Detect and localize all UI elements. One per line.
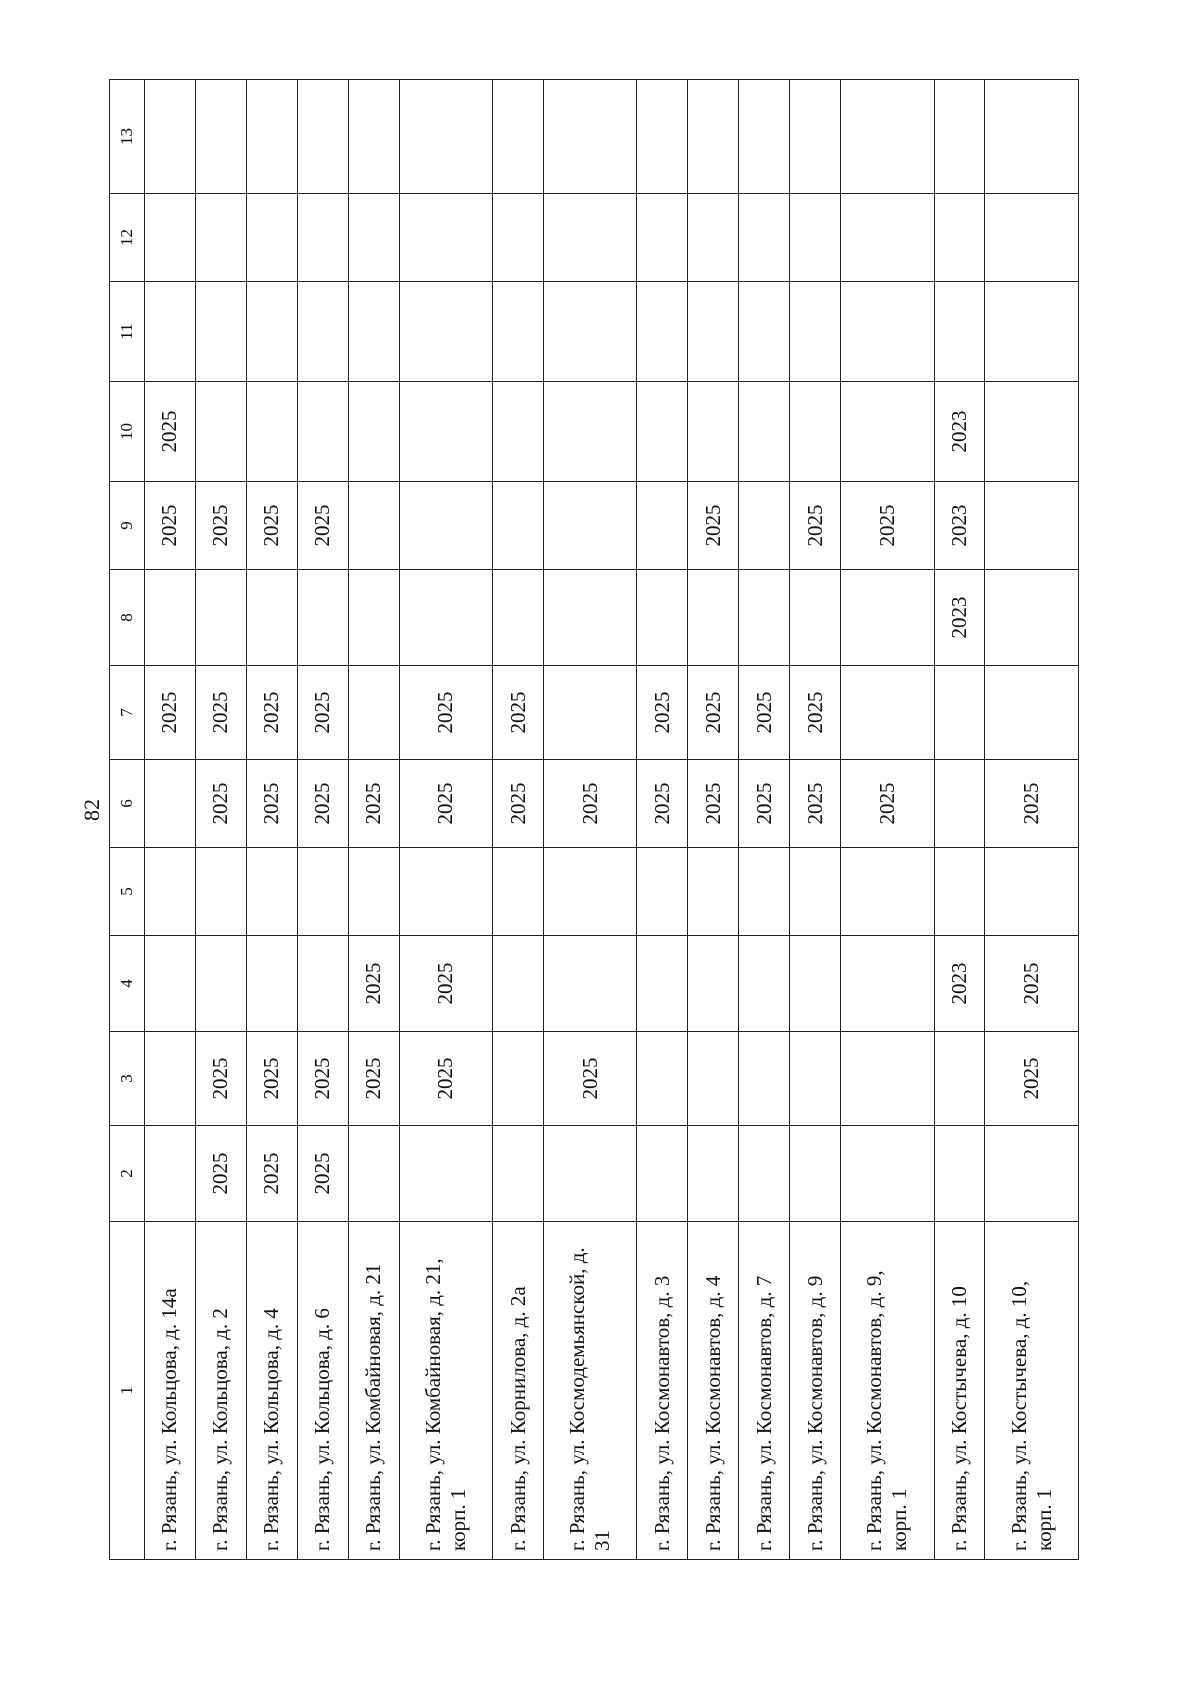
address-cell: г. Рязань, ул. Космонавтов, д. 9 [790,1222,841,1560]
address-cell: г. Рязань, ул. Кольцова, д. 4 [246,1222,297,1560]
year-cell-col-13 [637,80,688,194]
address-cell: г. Рязань, ул. Космонавтов, д. 4 [688,1222,739,1560]
year-cell-col-3 [145,1032,196,1126]
year-cell-col-12 [688,194,739,282]
year-cell-col-10 [246,382,297,482]
year-cell-col-9: 2025 [246,482,297,570]
year-cell-col-3 [493,1032,544,1126]
address-cell: г. Рязань, ул. Корнилова, д. 2а [493,1222,544,1560]
year-cell-col-6: 2025 [637,760,688,848]
year-cell-col-9 [985,482,1079,570]
table-row [246,80,297,1560]
year-cell-col-11 [246,282,297,382]
year-cell-col-8 [145,570,196,666]
year-cell-col-5 [195,848,246,936]
year-cell-col-6: 2025 [739,760,790,848]
year-cell-col-6 [145,760,196,848]
table-row [637,80,688,1560]
column-header-9: 9 [110,482,145,570]
year-cell-col-8 [348,570,399,666]
year-cell-col-2 [145,1126,196,1222]
page-number: 82 [79,799,104,821]
year-cell-col-8 [195,570,246,666]
year-cell-col-13 [544,80,637,194]
year-cell-col-5 [841,848,934,936]
year-cell-col-11 [297,282,348,382]
table-row [195,80,246,1560]
year-cell-col-9: 2023 [934,482,985,570]
year-cell-col-2: 2025 [297,1126,348,1222]
year-cell-col-3 [688,1032,739,1126]
year-cell-col-6: 2025 [841,760,934,848]
year-cell-col-12 [246,194,297,282]
year-cell-col-10 [688,382,739,482]
year-cell-col-10 [739,382,790,482]
year-cell-col-9 [637,482,688,570]
address-cell: г. Рязань, ул. Космонавтов, д. 7 [739,1222,790,1560]
address-cell: г. Рязань, ул. Комбайновая, д. 21, корп. 1 [399,1222,492,1560]
year-cell-col-7 [985,666,1079,760]
year-cell-col-12 [790,194,841,282]
column-header-13: 13 [110,80,145,194]
year-cell-col-9 [399,482,492,570]
year-cell-col-11 [637,282,688,382]
year-cell-col-2 [493,1126,544,1222]
year-cell-col-6: 2025 [985,760,1079,848]
year-cell-col-2 [985,1126,1079,1222]
year-cell-col-6: 2025 [195,760,246,848]
table-wrapper [109,80,1079,1560]
year-cell-col-7 [934,666,985,760]
year-cell-col-12 [544,194,637,282]
year-cell-col-3: 2025 [544,1032,637,1126]
year-cell-col-4 [297,936,348,1032]
year-cell-col-3: 2025 [348,1032,399,1126]
year-cell-col-11 [348,282,399,382]
year-cell-col-5 [688,848,739,936]
year-cell-col-5 [399,848,492,936]
year-cell-col-3: 2025 [399,1032,492,1126]
year-cell-col-8 [688,570,739,666]
address-cell: г. Рязань, ул. Космонавтов, д. 3 [637,1222,688,1560]
year-cell-col-5 [544,848,637,936]
year-cell-col-8 [544,570,637,666]
year-cell-col-4 [637,936,688,1032]
column-header-4: 4 [110,936,145,1032]
year-cell-col-2 [637,1126,688,1222]
column-header-6: 6 [110,760,145,848]
year-cell-col-12 [493,194,544,282]
year-cell-col-8 [399,570,492,666]
year-cell-col-4: 2023 [934,936,985,1032]
year-cell-col-12 [145,194,196,282]
address-cell: г. Рязань, ул. Кольцова, д. 14а [145,1222,196,1560]
year-cell-col-6: 2025 [493,760,544,848]
year-cell-col-10 [195,382,246,482]
year-cell-col-9 [493,482,544,570]
year-cell-col-3 [841,1032,934,1126]
year-cell-col-3: 2025 [297,1032,348,1126]
year-cell-col-7: 2025 [145,666,196,760]
year-cell-col-11 [790,282,841,382]
year-cell-col-2: 2025 [246,1126,297,1222]
year-cell-col-7: 2025 [790,666,841,760]
year-cell-col-7: 2025 [246,666,297,760]
year-cell-col-13 [688,80,739,194]
year-cell-col-8 [841,570,934,666]
year-cell-col-2 [841,1126,934,1222]
year-cell-col-13 [739,80,790,194]
column-header-10: 10 [110,382,145,482]
year-cell-col-12 [348,194,399,282]
year-cell-col-2 [688,1126,739,1222]
year-cell-col-7: 2025 [688,666,739,760]
year-cell-col-4 [688,936,739,1032]
column-header-7: 7 [110,666,145,760]
table-row [544,80,637,1560]
year-cell-col-4 [544,936,637,1032]
year-cell-col-8: 2023 [934,570,985,666]
year-cell-col-10 [399,382,492,482]
year-cell-col-7 [841,666,934,760]
year-cell-col-11 [985,282,1079,382]
table-row [739,80,790,1560]
table-row [790,80,841,1560]
year-cell-col-5 [348,848,399,936]
year-cell-col-11 [493,282,544,382]
year-cell-col-8 [637,570,688,666]
year-cell-col-13 [195,80,246,194]
year-cell-col-2 [739,1126,790,1222]
table-row [348,80,399,1560]
column-header-1: 1 [110,1222,145,1560]
year-cell-col-11 [688,282,739,382]
year-cell-col-7: 2025 [195,666,246,760]
year-cell-col-12 [399,194,492,282]
year-cell-col-13 [348,80,399,194]
year-cell-col-11 [739,282,790,382]
year-cell-col-10: 2023 [934,382,985,482]
table-row [688,80,739,1560]
year-cell-col-10 [790,382,841,482]
year-cell-col-3 [637,1032,688,1126]
table-row [493,80,544,1560]
address-cell: г. Рязань, ул. Костычева, д. 10, корп. 1 [985,1222,1079,1560]
year-cell-col-8 [790,570,841,666]
table-row [297,80,348,1560]
year-cell-col-10 [841,382,934,482]
year-cell-col-13 [246,80,297,194]
year-cell-col-9: 2025 [841,482,934,570]
year-cell-col-8 [739,570,790,666]
year-cell-col-10: 2025 [145,382,196,482]
year-cell-col-12 [934,194,985,282]
year-cell-col-6 [934,760,985,848]
table-row [841,80,934,1560]
year-cell-col-6: 2025 [246,760,297,848]
year-cell-col-4 [246,936,297,1032]
table-body [145,80,1079,1560]
year-cell-col-5 [739,848,790,936]
table-row [934,80,985,1560]
address-cell: г. Рязань, ул. Комбайновая, д. 21 [348,1222,399,1560]
year-cell-col-13 [985,80,1079,194]
year-cell-col-6: 2025 [399,760,492,848]
table-row [985,80,1079,1560]
year-cell-col-9: 2025 [688,482,739,570]
address-cell: г. Рязань, ул. Кольцова, д. 2 [195,1222,246,1560]
year-cell-col-7: 2025 [399,666,492,760]
year-cell-col-4: 2025 [399,936,492,1032]
year-cell-col-11 [934,282,985,382]
address-cell: г. Рязань, ул. Космодемьянской, д. 31 [544,1222,637,1560]
address-cell: г. Рязань, ул. Кольцова, д. 6 [297,1222,348,1560]
year-cell-col-10 [297,382,348,482]
year-cell-col-2 [544,1126,637,1222]
year-cell-col-5 [493,848,544,936]
year-cell-col-2 [399,1126,492,1222]
year-cell-col-12 [985,194,1079,282]
year-cell-col-9 [544,482,637,570]
year-cell-col-3 [739,1032,790,1126]
year-cell-col-4 [493,936,544,1032]
column-header-3: 3 [110,1032,145,1126]
year-cell-col-12 [637,194,688,282]
year-cell-col-3: 2025 [246,1032,297,1126]
year-cell-col-9: 2025 [297,482,348,570]
year-cell-col-4 [739,936,790,1032]
year-cell-col-7: 2025 [739,666,790,760]
year-cell-col-5 [790,848,841,936]
year-cell-col-11 [195,282,246,382]
year-cell-col-11 [399,282,492,382]
year-cell-col-7: 2025 [493,666,544,760]
year-cell-col-8 [493,570,544,666]
year-cell-col-2: 2025 [195,1126,246,1222]
address-cell: г. Рязань, ул. Костычева, д. 10 [934,1222,985,1560]
year-cell-col-12 [739,194,790,282]
document-body [109,80,1084,1567]
year-cell-col-8 [985,570,1079,666]
year-cell-col-3 [790,1032,841,1126]
year-cell-col-12 [195,194,246,282]
year-cell-col-5 [985,848,1079,936]
year-cell-col-5 [934,848,985,936]
year-cell-col-2 [934,1126,985,1222]
year-cell-col-9 [739,482,790,570]
year-cell-col-7: 2025 [297,666,348,760]
year-cell-col-10 [348,382,399,482]
year-cell-col-13 [145,80,196,194]
year-cell-col-6: 2025 [790,760,841,848]
year-cell-col-6: 2025 [348,760,399,848]
year-cell-col-8 [297,570,348,666]
column-header-12: 12 [110,194,145,282]
year-cell-col-12 [841,194,934,282]
year-cell-col-6: 2025 [544,760,637,848]
year-cell-col-2 [348,1126,399,1222]
year-cell-col-10 [637,382,688,482]
header-row [110,80,145,1560]
year-cell-col-5 [145,848,196,936]
year-cell-col-4 [145,936,196,1032]
column-header-11: 11 [110,282,145,382]
year-cell-col-9: 2025 [195,482,246,570]
year-cell-col-13 [297,80,348,194]
column-header-8: 8 [110,570,145,666]
address-cell: г. Рязань, ул. Космонавтов, д. 9, корп. 1 [841,1222,934,1560]
year-cell-col-13 [399,80,492,194]
column-header-2: 2 [110,1126,145,1222]
year-cell-col-3 [934,1032,985,1126]
year-cell-col-10 [985,382,1079,482]
year-cell-col-9: 2025 [790,482,841,570]
year-cell-col-5 [637,848,688,936]
year-cell-col-13 [841,80,934,194]
year-cell-col-6: 2025 [688,760,739,848]
year-cell-col-4 [195,936,246,1032]
year-cell-col-13 [790,80,841,194]
year-cell-col-11 [841,282,934,382]
year-cell-col-4 [790,936,841,1032]
column-header-5: 5 [110,848,145,936]
year-cell-col-3: 2025 [195,1032,246,1126]
year-cell-col-7 [348,666,399,760]
year-cell-col-6: 2025 [297,760,348,848]
year-cell-col-5 [246,848,297,936]
table-row [145,80,196,1560]
year-cell-col-4 [841,936,934,1032]
year-cell-col-10 [544,382,637,482]
year-cell-col-13 [493,80,544,194]
year-cell-col-2 [790,1126,841,1222]
year-cell-col-8 [246,570,297,666]
year-cell-col-5 [297,848,348,936]
year-cell-col-7: 2025 [637,666,688,760]
year-cell-col-9 [348,482,399,570]
year-cell-col-11 [145,282,196,382]
year-cell-col-13 [934,80,985,194]
year-cell-col-3: 2025 [985,1032,1079,1126]
repair-schedule-table [109,79,1079,1560]
year-cell-col-11 [544,282,637,382]
table-row [399,80,492,1560]
year-cell-col-7 [544,666,637,760]
year-cell-col-4: 2025 [985,936,1079,1032]
year-cell-col-12 [297,194,348,282]
year-cell-col-4: 2025 [348,936,399,1032]
year-cell-col-9: 2025 [145,482,196,570]
year-cell-col-10 [493,382,544,482]
